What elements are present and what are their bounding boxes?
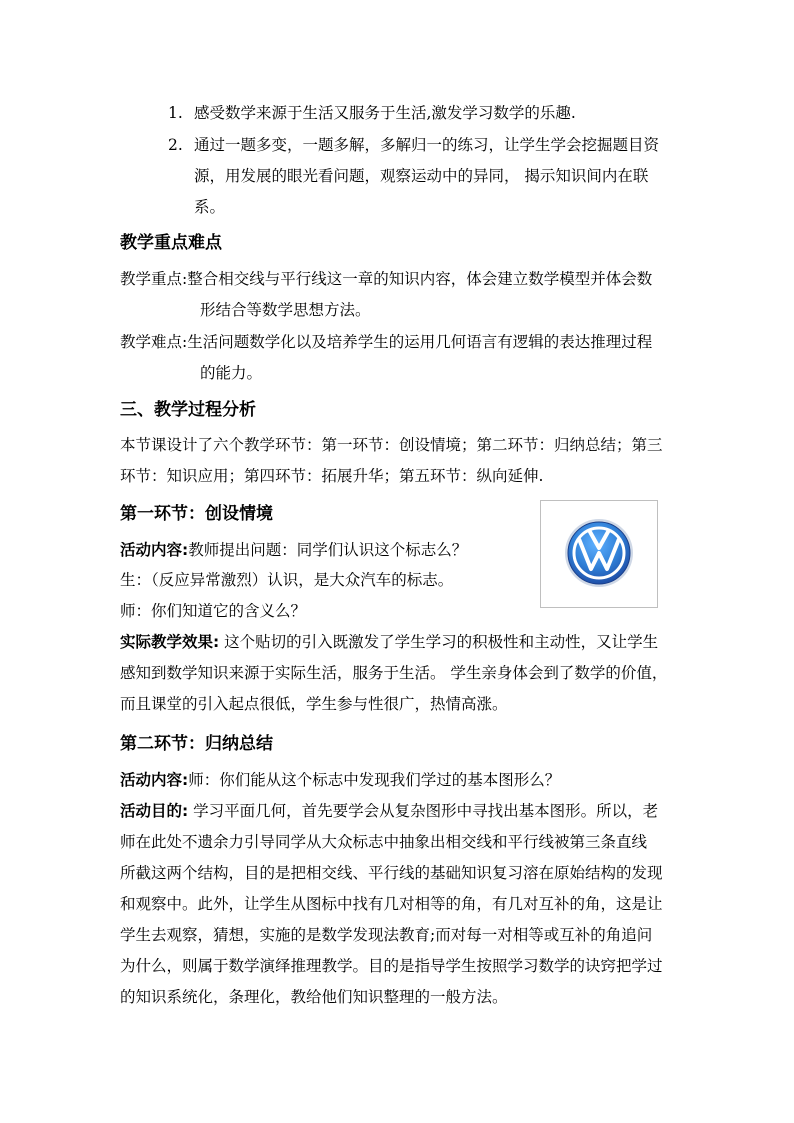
goal-text: 感受数学来源于生活又服务于生活,激发学习数学的乐趣. bbox=[194, 104, 576, 122]
difficulty-text: 生活问题数学化以及培养学生的运用几何语言有逻辑的表达推理过程 bbox=[187, 333, 653, 351]
activity-line bbox=[120, 770, 560, 790]
student-line: 生：（反应异常激烈）认识，是大众汽车的标志。 bbox=[120, 571, 454, 589]
goal-item-2 bbox=[168, 135, 659, 155]
difficulty-label: 教学难点: bbox=[120, 333, 188, 351]
paragraph-line: 所截这两个结构，目的是把相交线、平行线的基础知识复习溶在原始结构的发现 bbox=[120, 864, 663, 882]
goal-number: 1. bbox=[168, 104, 183, 122]
focus-text: 整合相交线与平行线这一章的知识内容，体会建立数学模型并体会数 bbox=[187, 270, 653, 288]
paragraph-line: 师在此处不遗余力引导同学从大众标志中抽象出相交线和平行线被第三条直线 bbox=[120, 833, 648, 851]
focus-label: 教学重点: bbox=[120, 270, 188, 288]
paragraph-line: 本节课设计了六个教学环节：第一环节：创设情境；第二环节：归纳总结；第三 bbox=[120, 436, 663, 454]
section-heading: 第一环节：创设情境 bbox=[120, 504, 273, 524]
effect-line bbox=[120, 632, 658, 652]
section-heading: 教学重点难点 bbox=[120, 233, 222, 253]
activity-text: 教师提出问题：同学们认识这个标志么？ bbox=[188, 541, 468, 559]
effect-label: 实际教学效果: bbox=[120, 633, 220, 651]
effect-text: 这个贴切的引入既激发了学生学习的积极性和主动性，又让学生 bbox=[219, 633, 659, 651]
difficulty-continuation: 的能力。 bbox=[200, 364, 263, 382]
goal-text-continuation: 系。 bbox=[194, 198, 226, 216]
paragraph-line: 为什么，则属于数学演绎推理教学。目的是指导学生按照学习数学的诀窍把学过 bbox=[120, 957, 663, 975]
focus-line bbox=[120, 269, 652, 289]
activity-line bbox=[120, 540, 467, 560]
logo-image-frame bbox=[540, 500, 658, 608]
volkswagen-logo-icon bbox=[541, 501, 657, 607]
section-heading: 三、教学过程分析 bbox=[120, 400, 256, 420]
difficulty-line bbox=[120, 332, 652, 352]
paragraph-line: 的知识系统化，条理化，教给他们知识整理的一般方法。 bbox=[120, 988, 508, 1006]
paragraph-line: 学生去观察，猜想，实施的是数学发现法教育;而对每一对相等或互补的角追问 bbox=[120, 926, 653, 944]
paragraph-line: 感知到数学知识来源于实际生活，服务于生活。 学生亲身体会到了数学的价值， bbox=[120, 664, 668, 682]
goal-text-continuation: 源，用发展的眼光看问题，观察运动中的异同， 揭示知识间内在联 bbox=[194, 167, 649, 185]
activity-label: 活动内容: bbox=[120, 541, 189, 559]
paragraph-line: 而且课堂的引入起点很低，学生参与性很广，热情高涨。 bbox=[120, 695, 508, 713]
goal-item-1 bbox=[168, 103, 576, 123]
paragraph-line: 环节：知识应用；第四环节：拓展升华；第五环节：纵向延伸. bbox=[120, 467, 544, 485]
teacher-line: 师：你们知道它的含义么？ bbox=[120, 602, 307, 620]
paragraph-line: 和观察中。此外，让学生从图标中找有几对相等的角，有几对互补的角，这是让 bbox=[120, 895, 663, 913]
goal-text: 通过一题多变，一题多解，多解归一的练习，让学生学会挖掘题目资 bbox=[194, 136, 660, 154]
purpose-line bbox=[120, 801, 658, 821]
purpose-label: 活动目的: bbox=[120, 802, 189, 820]
section-heading: 第二环节：归纳总结 bbox=[120, 734, 273, 754]
activity-label: 活动内容: bbox=[120, 771, 189, 789]
activity-text: 师：你们能从这个标志中发现我们学过的基本图形么？ bbox=[188, 771, 561, 789]
focus-continuation: 形结合等数学思想方法。 bbox=[200, 301, 371, 319]
purpose-text: 学习平面几何，首先要学会从复杂图形中寻找出基本图形。所以，老 bbox=[188, 802, 659, 820]
goal-number: 2. bbox=[168, 136, 183, 154]
